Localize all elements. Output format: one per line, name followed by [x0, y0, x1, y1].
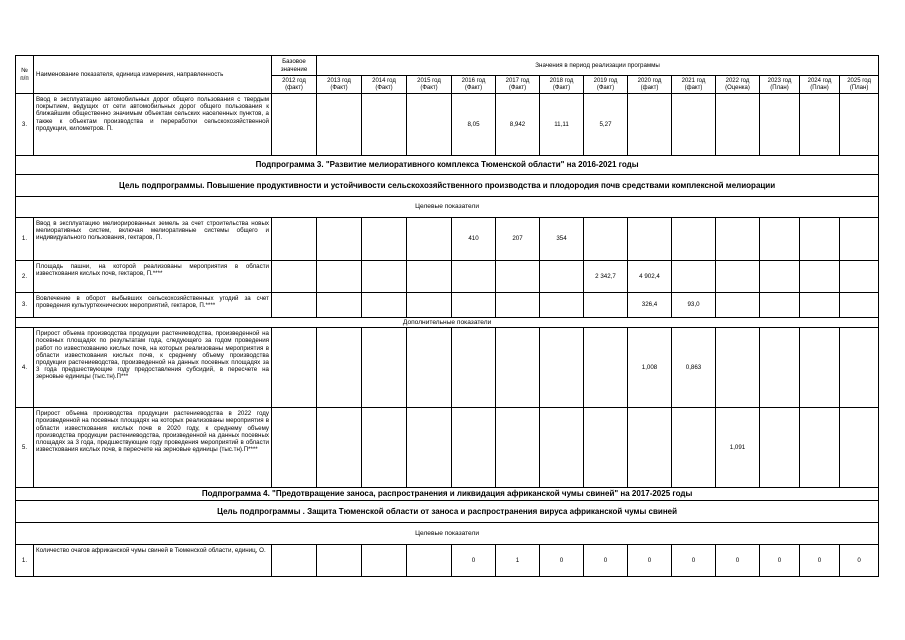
- header-year-status: (Факт): [330, 84, 348, 91]
- header-year: [628, 76, 672, 94]
- indicator-value: [362, 545, 407, 577]
- indicator-value: 410: [452, 218, 496, 261]
- indicator-value: [628, 94, 672, 156]
- indicator-value: [407, 94, 452, 156]
- indicator-name: Прирост объема производства продукции растениеводства в 2022 году произведенной на посевных площадях на которых реализованы мероприятия в области известкования кислых почв в 2020 году, к среднему объему производства продукции растениеводства, произведенной на данных посевных площадях за 3 года, предшествующие году проведения мероприятий в области известкования кислых почв, в пересчете на зерновые единицы (тыс.тн).П****: [34, 408, 272, 488]
- indicator-value: 4 902,4: [628, 261, 672, 293]
- indicator-value: [452, 261, 496, 293]
- header-year: [540, 76, 584, 94]
- header-year: [584, 76, 628, 94]
- row-number: 2.: [16, 261, 34, 293]
- header-num: № п/п: [16, 56, 34, 94]
- indicator-value: [407, 218, 452, 261]
- indicator-value: 93,0: [672, 293, 716, 318]
- header-year-status: (факт): [640, 84, 659, 91]
- row-number: 3.: [16, 94, 34, 156]
- header-year-label: 2020 год: [637, 77, 662, 84]
- header-year-status: (Факт): [375, 84, 393, 91]
- target-indicators-4: Целевые показатели: [16, 523, 879, 545]
- indicator-value: [800, 261, 840, 293]
- section-row: [16, 501, 879, 523]
- section-row: [16, 175, 879, 197]
- header-year-label: 2021 год: [681, 77, 706, 84]
- header-year-label: 2024 год: [807, 77, 832, 84]
- table-row: [16, 218, 879, 261]
- header-year-label: 2019 год: [593, 77, 618, 84]
- indicator-value: [840, 261, 879, 293]
- indicator-value: 0: [584, 545, 628, 577]
- indicator-value: [584, 408, 628, 488]
- header-year-label: 2013 год: [327, 77, 351, 84]
- indicator-value: [800, 94, 840, 156]
- header-year-label: 2018 год: [549, 77, 574, 84]
- indicator-value: 0: [452, 545, 496, 577]
- subprogram-3-goal: Цель подпрограммы. Повышение продуктивности и устойчивости сельскохозяйственного производства и плодородия почв средствами комплексной мелиорации: [16, 175, 879, 197]
- indicator-value: [407, 328, 452, 408]
- subprogram-4-goal: Цель подпрограммы . Защита Тюменской области от заноса и распространения вируса африканской чумы свиней: [16, 501, 879, 523]
- header-year: [496, 76, 540, 94]
- indicator-value: [496, 261, 540, 293]
- header-year: [362, 76, 407, 94]
- row-number: 4.: [16, 328, 34, 408]
- indicator-value: [672, 408, 716, 488]
- section-row: [16, 197, 879, 218]
- indicator-value: [317, 408, 362, 488]
- indicator-value: [716, 328, 760, 408]
- indicator-value: [272, 94, 317, 156]
- indicator-value: [672, 261, 716, 293]
- indicator-value: [840, 408, 879, 488]
- indicator-name: Ввод в эксплуатацию мелиорированных земель за счет строительства новых мелиоративных систем, включая мелиоративные системы общего и индивидуального пользования, гектаров, П.: [34, 218, 272, 261]
- header-year-status: (Факт): [508, 84, 527, 91]
- indicator-value: [716, 293, 760, 318]
- indicator-value: [272, 408, 317, 488]
- table-row: [16, 408, 879, 488]
- target-indicators-3: Целевые показатели: [16, 197, 879, 218]
- indicator-value: 1: [496, 545, 540, 577]
- header-row-1: [16, 56, 879, 76]
- indicator-value: [672, 94, 716, 156]
- row-number: 3.: [16, 293, 34, 318]
- indicator-value: [540, 408, 584, 488]
- indicator-value: 8,05: [452, 94, 496, 156]
- indicator-value: [407, 545, 452, 577]
- indicator-value: [496, 328, 540, 408]
- indicator-value: [407, 261, 452, 293]
- indicator-value: [800, 408, 840, 488]
- indicator-value: [760, 218, 800, 261]
- header-year-status: (факт): [684, 84, 703, 91]
- header-year-status: (План): [849, 84, 869, 91]
- header-base: Базовое значение: [272, 56, 317, 76]
- indicator-value: [362, 94, 407, 156]
- header-year-label: 2014 год: [372, 77, 396, 84]
- indicator-value: [760, 408, 800, 488]
- header-year-status: (Факт): [420, 84, 438, 91]
- header-year: [407, 76, 452, 94]
- header-year-label: 2017 год: [505, 77, 530, 84]
- indicator-value: 11,11: [540, 94, 584, 156]
- indicator-value: [272, 328, 317, 408]
- row-number: 1.: [16, 545, 34, 577]
- indicator-value: [760, 293, 800, 318]
- indicator-value: [362, 328, 407, 408]
- indicator-value: [840, 94, 879, 156]
- indicator-value: [272, 545, 317, 577]
- indicator-value: [362, 261, 407, 293]
- indicator-value: [317, 545, 362, 577]
- indicator-value: [452, 408, 496, 488]
- indicator-value: [452, 293, 496, 318]
- indicator-value: 1,091: [716, 408, 760, 488]
- indicator-value: 8,942: [496, 94, 540, 156]
- header-year-label: 2025 год: [847, 77, 871, 84]
- indicator-value: [272, 261, 317, 293]
- indicator-value: 0,863: [672, 328, 716, 408]
- indicator-value: [800, 293, 840, 318]
- header-year-status: (Факт): [596, 84, 615, 91]
- indicator-value: [716, 218, 760, 261]
- header-year-label: 2022 год: [725, 77, 750, 84]
- indicator-value: 0: [628, 545, 672, 577]
- indicator-value: 0: [716, 545, 760, 577]
- header-year: [272, 76, 317, 94]
- indicator-value: [317, 293, 362, 318]
- indicator-value: 1,008: [628, 328, 672, 408]
- indicator-value: 5,27: [584, 94, 628, 156]
- section-row: [16, 318, 879, 328]
- indicator-value: 2 342,7: [584, 261, 628, 293]
- subprogram-3-title: Подпрограмма 3. "Развитие мелиоративного комплекса Тюменской области" на 2016-2021 годы: [16, 156, 879, 175]
- indicator-value: [317, 261, 362, 293]
- section-row: [16, 523, 879, 545]
- indicator-name: Вовлечение в оборот выбывших сельскохозяйственных угодий за счет проведения культуртехнических мероприятий, гектаров, П.****: [34, 293, 272, 318]
- indicator-value: [317, 328, 362, 408]
- header-year-label: 2012 год: [282, 77, 306, 84]
- indicator-name: Ввод в эксплуатацию автомобильных дорог общего пользования с твердым покрытием, ведущих от сети автомобильных дорог общего пользования к ближайшим общественно значимым объектам сельских населенных пунктов, а также к объектам производства и переработки сельскохозяйственной продукции, километров. П.: [34, 94, 272, 156]
- table-row: [16, 293, 879, 318]
- section-row: [16, 156, 879, 175]
- indicator-value: [317, 94, 362, 156]
- indicator-value: [362, 408, 407, 488]
- header-year-status: (План): [810, 84, 829, 91]
- indicator-value: [760, 261, 800, 293]
- indicator-value: [540, 261, 584, 293]
- header-year: [716, 76, 760, 94]
- header-year-status: (Факт): [552, 84, 571, 91]
- header-year-status: (Факт): [464, 84, 483, 91]
- indicator-name: Прирост объема производства продукции растениеводства, произведенной на посевных площадях по результатам года, следующего за годом проведения работ по известкованию кислых почв, на которых реализованы мероприятия в области известкования кислых почв, к среднему объему производства продукции растениеводства, произведенной на данных посевных площадях за 3 года предшествующие году предоставления субсидий, в пересчете на зерновые единицы (тыс.тн).П***: [34, 328, 272, 408]
- indicator-value: [362, 293, 407, 318]
- indicator-value: [540, 293, 584, 318]
- indicator-value: 326,4: [628, 293, 672, 318]
- indicator-value: 354: [540, 218, 584, 261]
- indicators-table: [15, 55, 879, 577]
- header-year-label: 2016 год: [461, 77, 486, 84]
- indicator-value: 0: [800, 545, 840, 577]
- indicator-value: [716, 261, 760, 293]
- indicator-value: [362, 218, 407, 261]
- indicator-value: [407, 408, 452, 488]
- indicator-value: 207: [496, 218, 540, 261]
- indicator-value: [672, 218, 716, 261]
- header-year-status: (Оценка): [725, 84, 750, 91]
- indicator-value: [496, 293, 540, 318]
- header-year-status: (План): [770, 84, 789, 91]
- indicator-value: [317, 218, 362, 261]
- indicator-value: [272, 293, 317, 318]
- header-year-status: (факт): [285, 84, 303, 91]
- indicator-value: [840, 293, 879, 318]
- header-year: [800, 76, 840, 94]
- row-number: 5.: [16, 408, 34, 488]
- header-year-label: 2015 год: [417, 77, 441, 84]
- table-row: [16, 94, 879, 156]
- additional-indicators-3: Дополнительные показатели: [16, 318, 879, 328]
- indicator-value: [272, 218, 317, 261]
- row-number: 1.: [16, 218, 34, 261]
- indicator-value: 0: [760, 545, 800, 577]
- indicator-value: [540, 328, 584, 408]
- header-period: Значения в период реализации программы: [317, 56, 879, 76]
- indicator-value: [716, 94, 760, 156]
- indicator-value: 0: [840, 545, 879, 577]
- indicator-value: [452, 328, 496, 408]
- indicator-value: [800, 218, 840, 261]
- indicator-value: [584, 218, 628, 261]
- indicator-name: Количество очагов африканской чумы свиней в Тюменской области, единиц, О.: [34, 545, 272, 577]
- indicator-value: [628, 408, 672, 488]
- indicator-value: [496, 408, 540, 488]
- table-row: [16, 545, 879, 577]
- indicator-value: [760, 328, 800, 408]
- indicator-value: 0: [540, 545, 584, 577]
- subprogram-4-title: Подпрограмма 4. "Предотвращение заноса, распространения и ликвидация африканской чумы свиней" на 2017-2025 годы: [16, 488, 879, 501]
- indicator-value: [800, 328, 840, 408]
- indicator-value: 0: [672, 545, 716, 577]
- header-year-label: 2023 год: [767, 77, 792, 84]
- table-row: [16, 328, 879, 408]
- header-year: [452, 76, 496, 94]
- header-year: [840, 76, 879, 94]
- indicator-value: [407, 293, 452, 318]
- indicator-name: Площадь пашни, на которой реализованы мероприятия в области известкования кислых почв, гектаров, П.****: [34, 261, 272, 293]
- header-year: [317, 76, 362, 94]
- indicator-value: [628, 218, 672, 261]
- indicator-value: [584, 328, 628, 408]
- header-year: [760, 76, 800, 94]
- section-row: [16, 488, 879, 501]
- indicator-value: [840, 328, 879, 408]
- table-row: [16, 261, 879, 293]
- header-name: Наименование показателя, единица измерения, направленность: [34, 56, 272, 94]
- indicator-value: [760, 94, 800, 156]
- indicator-value: [584, 293, 628, 318]
- header-year: [672, 76, 716, 94]
- indicator-value: [840, 218, 879, 261]
